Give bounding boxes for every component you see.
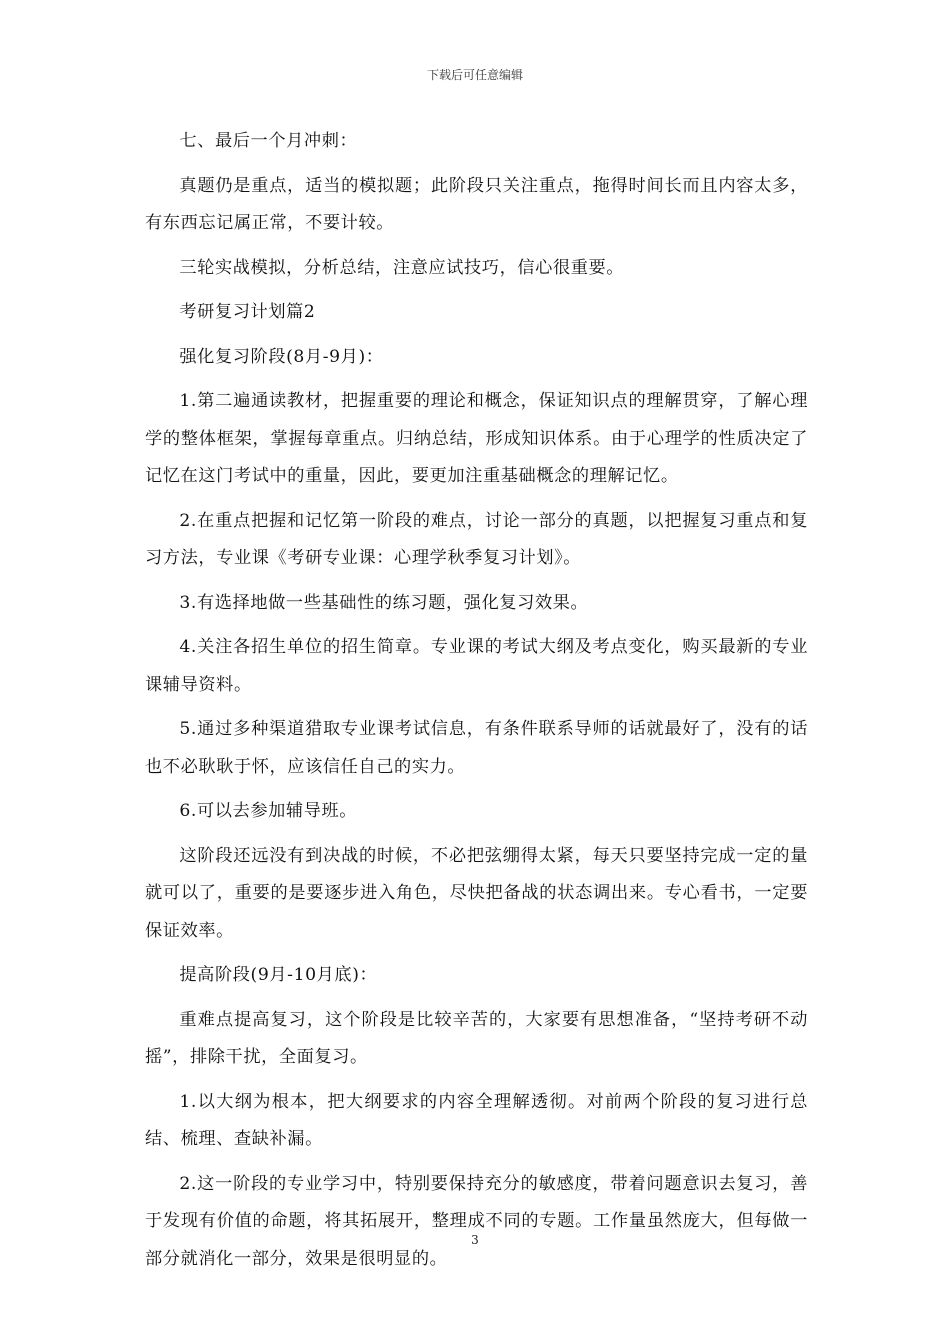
paragraph: 这阶段还远没有到决战的时候，不必把弦绷得太紧，每天只要坚持完成一定的量就可以了，重要的是要逐步进入角色，尽快把备战的状态调出来。专心看书，一定要保证效率。: [145, 845, 808, 941]
paragraph: 2.在重点把握和记忆第一阶段的难点，讨论一部分的真题，以把握复习重点和复习方法，专业课《考研专业课：心理学秋季复习计划》。: [145, 510, 808, 568]
paragraph: 1.以大纲为根本，把大纲要求的内容全理解透彻。对前两个阶段的复习进行总结、梳理、查缺补漏。: [145, 1091, 808, 1149]
paragraph: 6.可以去参加辅导班。: [179, 801, 358, 821]
paragraph: 重难点提高复习，这个阶段是比较辛苦的，大家要有思想准备，“坚持考研不动摇”，排除干扰，全面复习。: [145, 1009, 808, 1067]
paragraph: 2.这一阶段的专业学习中，特别要保持充分的敏感度，带着问题意识去复习，善于发现有价值的命题，将其拓展开，整理成不同的专题。工作量虽然庞大，但每做一部分就消化一部分，效果是很明显的。: [145, 1173, 808, 1269]
page-header: 下载后可任意编辑: [426, 68, 523, 82]
paragraph: 3.有选择地做一些基础性的练习题，强化复习效果。: [179, 592, 589, 613]
paragraph: 七、最后一个月冲刺：: [179, 131, 358, 151]
paragraph: 4.关注各招生单位的招生简章。专业课的考试大纲及考点变化，购买最新的专业课辅导资料。: [145, 637, 808, 695]
paragraph: 真题仍是重点，适当的模拟题；此阶段只关注重点，拖得时间长而且内容太多，有东西忘记属正常，不要计较。: [145, 175, 808, 233]
document-body: [145, 123, 808, 1285]
paragraph: 三轮实战模拟，分析总结，注意应试技巧，信心很重要。: [179, 257, 625, 278]
paragraph: 强化复习阶段(8月-9月)：: [179, 346, 384, 367]
page-number: 3: [471, 1233, 479, 1247]
paragraph: 5.通过多种渠道猎取专业课考试信息，有条件联系导师的话就最好了，没有的话也不必耿耿于怀，应该信任自己的实力。: [145, 719, 808, 777]
section-title: 考研复习计划篇2: [179, 302, 316, 322]
paragraph: 提高阶段(9月-10月底)：: [179, 965, 378, 985]
paragraph: 1.第二遍通读教材，把握重要的理论和概念，保证知识点的理解贯穿，了解心理学的整体框架，掌握每章重点。归纳总结，形成知识体系。由于心理学的性质决定了记忆在这门考试中的重量，因此，要更加注重基础概念的理解记忆。: [145, 391, 808, 486]
